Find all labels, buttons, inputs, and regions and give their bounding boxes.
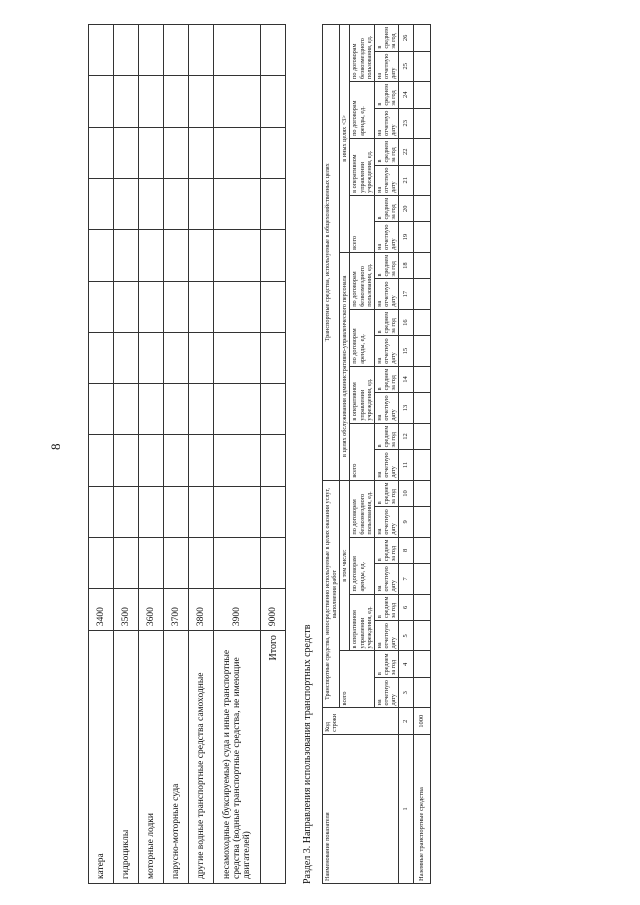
data-cell[interactable] [261,76,286,127]
data-cell[interactable] [164,230,189,281]
subheader-start: на отчетную дату [374,222,398,252]
upper-table-row [89,25,114,884]
column-number: 25 [399,51,414,81]
data-cell[interactable] [414,507,431,537]
data-cell[interactable] [214,435,261,486]
subheader-avg: в среднем за год [374,480,398,507]
data-row-code: 1000 [414,708,431,734]
subheader-start: на отчетную дату [374,108,398,138]
data-cell[interactable] [164,486,189,537]
data-cell[interactable] [414,621,431,651]
subheader-avg: в среднем за год [374,138,398,165]
data-cell[interactable] [214,332,261,383]
data-cell[interactable] [89,76,114,127]
data-cell[interactable] [114,127,139,178]
data-cell[interactable] [139,127,164,178]
column-number: 22 [399,138,414,165]
row-code: 3700 [164,589,189,631]
header-g1-incl: в том числе: [340,480,350,651]
data-cell[interactable] [261,384,286,435]
upper-table-row [214,25,261,884]
section-title: Раздел 3. Направления использования транспортных средств [302,624,313,884]
data-cell[interactable] [214,230,261,281]
total-code: 9000 [261,589,286,631]
header-lease: по договорам аренды, ед. [350,537,374,594]
data-cell[interactable] [414,450,431,480]
data-cell[interactable] [89,127,114,178]
data-cell[interactable] [414,366,431,393]
data-cell[interactable] [414,336,431,366]
total-row [261,25,286,884]
column-number: 20 [399,195,414,222]
section3-table [322,24,431,884]
header-name: Наименование показателя [323,734,399,883]
subheader-avg: в среднем за год [374,537,398,564]
subheader-avg: в среднем за год [374,25,398,52]
header-opman: в оперативном управлении учреждения, ед. [350,594,374,651]
data-cell[interactable] [414,252,431,279]
data-cell[interactable] [164,178,189,229]
row-code: 3400 [89,589,114,631]
column-number: 21 [399,165,414,195]
data-cell[interactable] [139,332,164,383]
header-code: Код строки [323,708,399,734]
subheader-start: на отчетную дату [374,621,398,651]
upper-table-row [189,25,214,884]
data-cell[interactable] [189,25,214,76]
subheader-avg: в среднем за год [374,309,398,336]
data-cell[interactable] [164,435,189,486]
data-cell[interactable] [214,384,261,435]
data-cell[interactable] [164,281,189,332]
column-number: 3 [399,678,414,708]
subheader-avg: в среднем за год [374,594,398,621]
data-cell[interactable] [214,127,261,178]
data-cell[interactable] [164,25,189,76]
subheader-start: на отчетную дату [374,450,398,480]
header-admin-free: по договорам безвозмездного пользования, ед. [350,252,374,309]
data-cell[interactable] [114,538,139,589]
data-cell[interactable] [164,538,189,589]
data-cell[interactable] [414,279,431,309]
data-cell[interactable] [139,538,164,589]
data-cell[interactable] [114,178,139,229]
column-number: 16 [399,309,414,336]
column-number: 14 [399,366,414,393]
data-cell[interactable] [261,127,286,178]
data-cell[interactable] [164,332,189,383]
header-admin-lease: по договорам аренды, ед. [350,309,374,366]
data-cell[interactable] [414,138,431,165]
data-cell[interactable] [214,178,261,229]
header-other: в иных целях <3> [340,25,350,253]
row-label: другие водные транспортные средства самоходные [189,631,214,884]
data-cell[interactable] [261,178,286,229]
data-cell[interactable] [189,384,214,435]
data-cell[interactable] [89,384,114,435]
data-cell[interactable] [139,76,164,127]
subheader-start: на отчетную дату [374,678,398,708]
column-number: 6 [399,594,414,621]
data-cell[interactable] [414,393,431,423]
data-cell[interactable] [214,25,261,76]
data-cell[interactable] [189,127,214,178]
subheader-avg: в среднем за год [374,651,398,678]
column-number: 7 [399,564,414,594]
column-number: 5 [399,621,414,651]
data-cell[interactable] [214,538,261,589]
data-cell[interactable] [189,435,214,486]
data-cell[interactable] [189,486,214,537]
data-cell[interactable] [164,127,189,178]
subheader-start: на отчетную дату [374,336,398,366]
row-code: 3500 [114,589,139,631]
data-row-label: Наземные транспортные средства [414,734,431,883]
data-cell[interactable] [414,81,431,108]
column-number: 12 [399,423,414,450]
column-number: 17 [399,279,414,309]
data-cell[interactable] [261,25,286,76]
column-number: 2 [399,708,414,734]
data-cell[interactable] [189,230,214,281]
data-cell[interactable] [139,25,164,76]
data-cell[interactable] [189,281,214,332]
header-admin-total: всего [350,423,374,480]
subheader-start: на отчетную дату [374,393,398,423]
column-number: 10 [399,480,414,507]
data-cell[interactable] [214,76,261,127]
data-cell[interactable] [214,486,261,537]
data-cell[interactable] [139,435,164,486]
data-cell[interactable] [89,332,114,383]
data-cell[interactable] [261,332,286,383]
data-cell[interactable] [114,230,139,281]
column-number: 18 [399,252,414,279]
header-admin-opman: в оперативном управлении учреждения, ед. [350,366,374,423]
data-cell[interactable] [414,25,431,52]
header-other-total: всего [350,195,374,252]
upper-table-row [164,25,189,884]
row-label: гидроциклы [114,631,139,884]
column-number: 15 [399,336,414,366]
data-cell[interactable] [261,486,286,537]
upper-table-row [114,25,139,884]
data-cell[interactable] [114,435,139,486]
data-cell[interactable] [89,486,114,537]
header-free: по договорам безвозмездного пользования, ед. [350,480,374,537]
data-cell[interactable] [89,281,114,332]
subheader-start: на отчетную дату [374,165,398,195]
data-cell[interactable] [214,281,261,332]
data-cell[interactable] [114,25,139,76]
header-admin: в целях обслуживания административно-управленческого персонала [340,252,350,480]
data-cell[interactable] [189,178,214,229]
total-label: Итого [261,631,286,884]
column-number: 24 [399,81,414,108]
column-number: 9 [399,507,414,537]
subheader-avg: в среднем за год [374,252,398,279]
row-label: несамоходные (буксируемые) суда и иные транспортные средства (водные транспортные средства, не имеющие двигателей) [214,631,261,884]
data-cell[interactable] [89,178,114,229]
header-g1-total: всего [340,651,375,708]
data-cell[interactable] [139,230,164,281]
data-cell[interactable] [261,435,286,486]
column-number: 26 [399,25,414,52]
subheader-start: на отчетную дату [374,564,398,594]
row-code: 3600 [139,589,164,631]
row-code: 3900 [214,589,261,631]
subheader-avg: в среднем за год [374,366,398,393]
row-label: катера [89,631,114,884]
upper-table [88,24,286,884]
subheader-avg: в среднем за год [374,81,398,108]
data-cell[interactable] [414,594,431,621]
data-cell[interactable] [414,423,431,450]
data-cell[interactable] [261,538,286,589]
data-cell[interactable] [89,538,114,589]
header-other-opman: в оперативном управлении учреждения, ед. [350,138,374,195]
data-cell[interactable] [89,25,114,76]
subheader-avg: в среднем за год [374,423,398,450]
column-number: 11 [399,450,414,480]
subheader-start: на отчетную дату [374,51,398,81]
subheader-start: на отчетную дату [374,279,398,309]
row-code: 3800 [189,589,214,631]
data-cell[interactable] [414,537,431,564]
subheader-start: на отчетную дату [374,507,398,537]
data-cell[interactable] [414,309,431,336]
data-cell[interactable] [414,678,431,708]
row-label: моторные лодки [139,631,164,884]
data-cell[interactable] [414,564,431,594]
header-other-free: по договорам безвозмездного пользования, ед. [350,25,374,82]
data-cell[interactable] [261,230,286,281]
subheader-avg: в среднем за год [374,195,398,222]
data-cell[interactable] [114,281,139,332]
row-label: парусно-моторные суда [164,631,189,884]
column-number: 4 [399,651,414,678]
data-cell[interactable] [164,384,189,435]
column-number: 13 [399,393,414,423]
data-cell[interactable] [189,538,214,589]
data-cell[interactable] [261,281,286,332]
data-cell[interactable] [414,195,431,222]
column-number: 23 [399,108,414,138]
data-cell[interactable] [139,178,164,229]
column-number: 8 [399,537,414,564]
page-number: 8 [48,443,63,450]
data-cell[interactable] [114,332,139,383]
data-cell[interactable] [414,480,431,507]
data-cell[interactable] [139,281,164,332]
data-cell[interactable] [164,76,189,127]
data-cell[interactable] [189,332,214,383]
data-cell[interactable] [414,651,431,678]
data-cell[interactable] [89,435,114,486]
header-group1: Транспортные средства, непосредственно используемые в целях оказания услуг, выполнения работ [323,480,340,708]
column-number: 1 [399,734,414,883]
data-cell[interactable] [414,51,431,81]
header-group2: Транспортные средства, используемые в общехозяйственных целях [323,25,340,481]
data-cell[interactable] [89,230,114,281]
upper-table-row [139,25,164,884]
data-cell[interactable] [114,486,139,537]
data-cell[interactable] [414,108,431,138]
data-cell[interactable] [114,384,139,435]
data-cell[interactable] [414,222,431,252]
data-cell[interactable] [114,76,139,127]
data-cell[interactable] [414,165,431,195]
data-cell[interactable] [139,486,164,537]
data-cell[interactable] [189,76,214,127]
header-other-lease: по договорам аренды, ед. [350,81,374,138]
data-cell[interactable] [139,384,164,435]
column-number: 19 [399,222,414,252]
